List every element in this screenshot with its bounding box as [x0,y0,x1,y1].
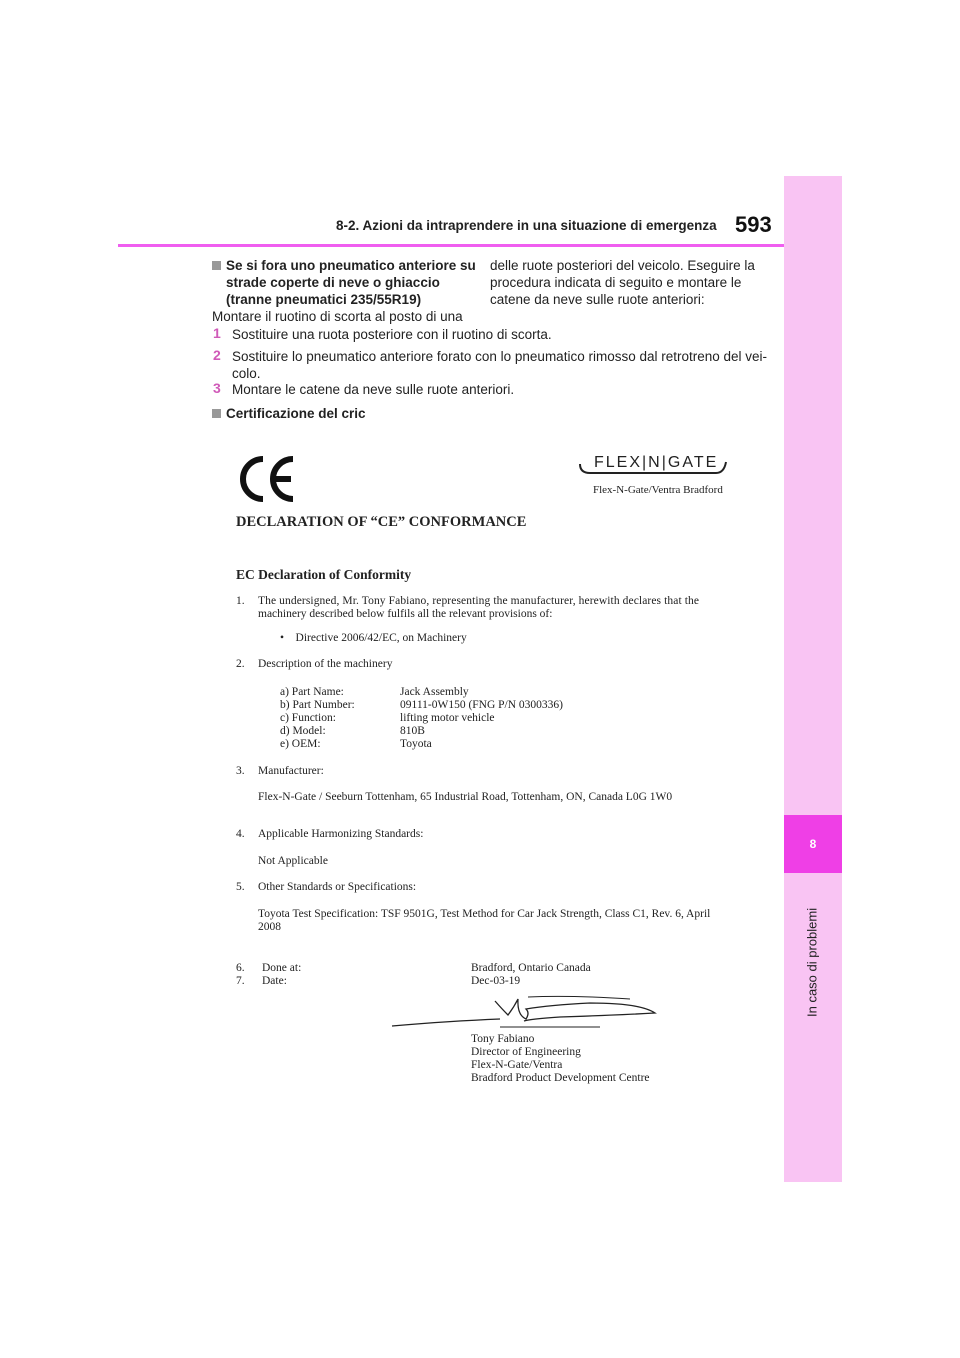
heading-line: (tranne pneumatici 235/55R19) [226,292,422,307]
header-divider [118,244,784,247]
chapter-number-tab[interactable]: 8 [784,815,842,873]
text-line: colo. [232,366,261,381]
signer-name: Tony Fabiano [471,1033,535,1045]
item-text: Description of the machinery [258,658,393,670]
flex-n-gate-logo [576,446,728,476]
text-line: Sostituire lo pneumatico anteriore forato con lo pneumatico rimosso dal retrotreno del vei- [232,349,768,364]
intro-text: Montare il ruotino di scorta al posto di una [212,309,463,324]
item-number: 3. [236,765,245,777]
heading-line: strade coperte di neve o ghiaccio [226,275,440,290]
signature-image [390,993,660,1033]
machinery-value: Jack Assembly [400,686,469,698]
machinery-key: b) Part Number: [280,699,355,711]
item-text: Manufacturer: [258,765,324,777]
directive-item [280,632,467,645]
step-number: 1 [213,325,221,341]
brand-subtitle: Flex-N-Gate/Ventra Bradford [593,484,723,496]
signer-title: Director of Engineering [471,1046,581,1058]
item-value: Bradford, Ontario Canada [471,962,591,974]
heading-line: Certificazione del cric [226,406,366,421]
item-number: 1. [236,595,245,607]
chapter-label: In caso di problemi [804,907,820,1017]
certificate-title: DECLARATION OF “CE” CONFORMANCE [236,514,527,530]
spec-text: Toyota Test Specification: TSF 9501G, Test Method for Car Jack Strength, Class C1, Rev. 6, April [258,908,711,920]
step-text: Sostituire una ruota posteriore con il ruotino di scorta. [232,327,552,342]
text-line: catene da neve sulle ruote anteriori: [490,292,705,307]
machinery-key: a) Part Name: [280,686,344,698]
step-text: Montare le catene da neve sulle ruote anteriori. [232,382,515,397]
signer-organization: Flex-N-Gate/Ventra [471,1059,563,1071]
ce-mark-icon [236,454,298,504]
machinery-key: e) OEM: [280,738,321,750]
item-number: 5. [236,881,245,893]
section-title: 8-2. Azioni da intraprendere in una situazione di emergenza [336,218,717,233]
step-text [232,348,767,382]
square-bullet-icon [212,261,221,270]
step-number: 2 [213,347,221,363]
machinery-key: c) Function: [280,712,336,724]
item-number: 7. [236,975,245,987]
page-number: 593 [735,212,772,237]
item-number: 2. [236,658,245,670]
manufacturer-address: Flex-N-Gate / Seeburn Tottenham, 65 Industrial Road, Tottenham, ON, Canada L0G 1W0 [258,791,673,803]
heading-line: Se si fora uno pneumatico anteriore su [226,258,476,273]
directive-text: Directive 2006/42/EC, on Machinery [295,632,467,644]
right-column-text [490,257,755,308]
machinery-value: 09111-0W150 (FNG P/N 0300336) [400,699,564,711]
spec-text: 2008 [258,921,281,933]
item-number: 4. [236,828,245,840]
text-line: delle ruote posteriori del veicolo. Eseguire la [490,258,755,273]
section-heading-front-tire [226,257,476,308]
standards-value: Not Applicable [258,855,328,867]
step-number: 3 [213,380,221,396]
item-label: Done at: [262,962,302,974]
section-heading-jack-cert [226,405,366,422]
certificate-subtitle: EC Declaration of Conformity [236,567,412,582]
item-number: 6. [236,962,245,974]
ce-certificate-image [228,438,758,1088]
text-line: procedura indicata di seguito e montare le [490,275,742,290]
machinery-value: 810B [400,725,425,737]
machinery-key: d) Model: [280,725,326,737]
square-bullet-icon [212,409,221,418]
item-text: Other Standards or Specifications: [258,881,417,893]
signer-organization: Bradford Product Development Centre [471,1072,650,1084]
item-text: The undersigned, Mr. Tony Fabiano, representing the manufacturer, herewith declares that the [258,595,700,607]
machinery-value: lifting motor vehicle [400,712,495,724]
item-text: machinery described below fulfils all the relevant provisions of: [258,608,553,620]
item-text: Applicable Harmonizing Standards: [258,828,424,840]
item-label: Date: [262,975,287,987]
machinery-value: Toyota [400,738,432,750]
item-value: Dec-03-19 [471,975,521,987]
bullet-icon: • [280,632,285,644]
svg-text:FLEX|N|GATE: FLEX|N|GATE [594,454,719,471]
